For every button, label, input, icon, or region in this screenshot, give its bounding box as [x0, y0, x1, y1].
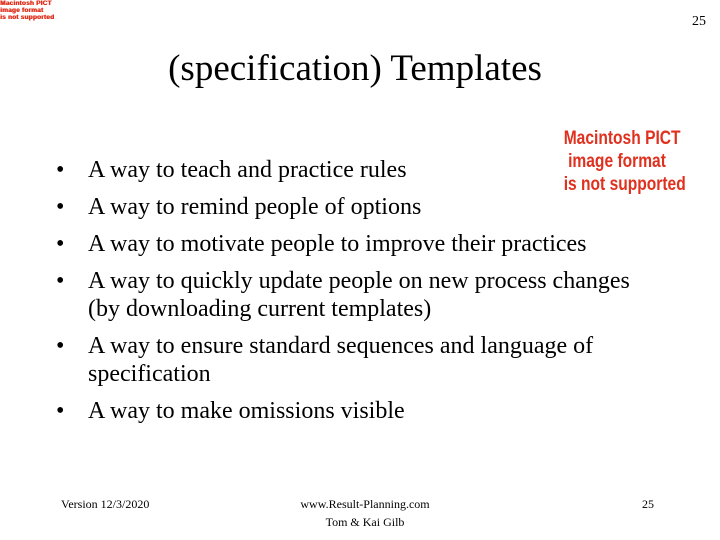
pict-placeholder-line: image format: [568, 151, 666, 172]
bullet-text: A way to ensure standard sequences and language of specification: [88, 333, 594, 387]
bullet-list: [56, 156, 656, 434]
footer-authors: Tom & Kai Gilb: [325, 515, 405, 529]
bullet-icon: •: [56, 268, 65, 294]
pict-placeholder-line: Macintosh PICT: [0, 0, 52, 7]
slide-number: 25: [692, 14, 706, 29]
pict-placeholder-line: image format: [0, 7, 44, 14]
footer-version: Version 12/3/2020: [61, 497, 150, 511]
pict-placeholder-small: [0, 0, 92, 21]
bullet-item: [56, 267, 656, 323]
bullet-item: [56, 332, 656, 388]
footer-credits: [270, 495, 460, 531]
bullet-icon: •: [56, 194, 65, 220]
pict-placeholder-line: is not supported: [0, 14, 55, 21]
slide-title: (specification) Templates: [168, 48, 542, 89]
bullet-icon: •: [56, 157, 65, 183]
bullet-item: [56, 193, 656, 221]
bullet-text: A way to motivate people to improve their practices: [88, 231, 587, 257]
bullet-text: A way to teach and practice rules: [88, 157, 407, 183]
bullet-text: A way to remind people of options: [88, 194, 422, 220]
pict-placeholder-line: is not supported: [563, 174, 686, 195]
bullet-text: A way to quickly update people on new process changes (by downloading current templates): [88, 268, 630, 322]
footer-website: www.Result-Planning.com: [300, 497, 430, 511]
bullet-icon: •: [56, 333, 65, 359]
pict-placeholder-line: Macintosh PICT: [563, 128, 681, 149]
bullet-item: [56, 397, 656, 425]
bullet-item: [56, 156, 656, 184]
bullet-icon: •: [56, 231, 65, 257]
bullet-item: [56, 230, 656, 258]
bullet-icon: •: [56, 398, 65, 424]
footer-page-number: 25: [642, 497, 654, 511]
bullet-text: A way to make omissions visible: [88, 398, 405, 424]
